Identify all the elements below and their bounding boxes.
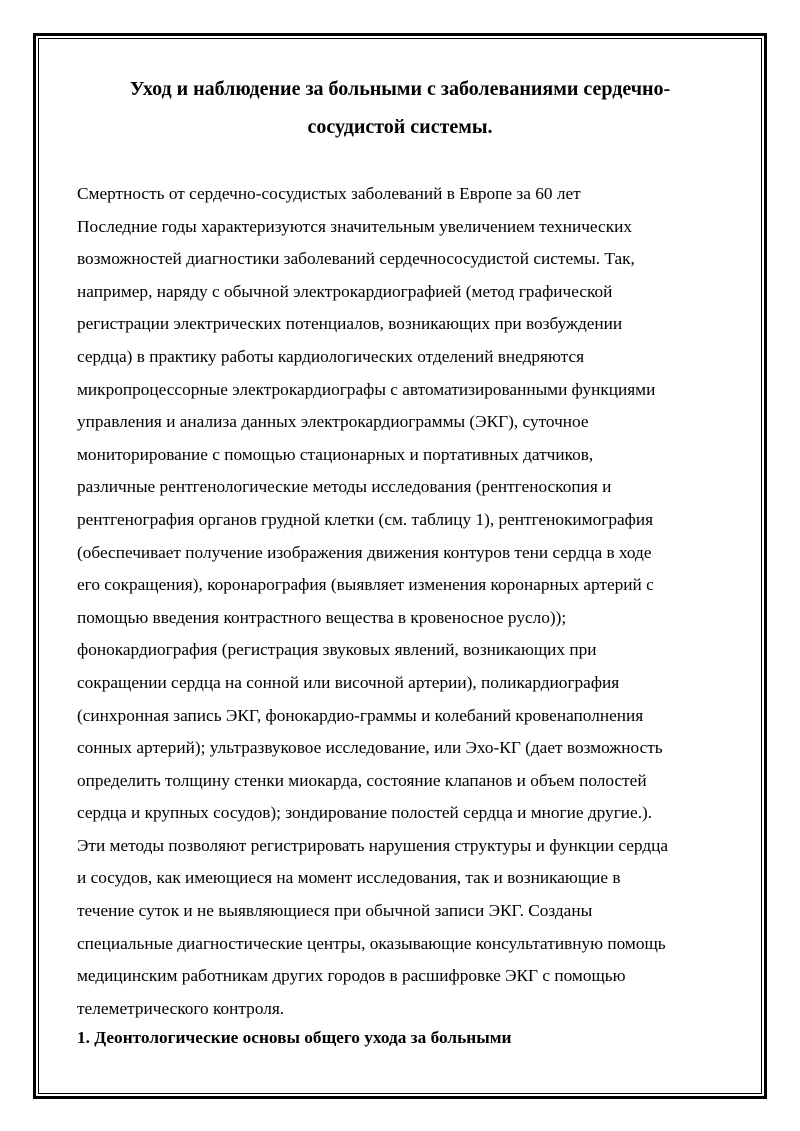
body-line: сердца) в практику работы кардиологических отделений внедряются <box>77 346 585 366</box>
body-line: определить толщину стенки миокарда, состояние клапанов и объем полостей <box>77 770 647 790</box>
body-line: фонокардиография (регистрация звуковых явлений, возникающих при <box>77 640 597 660</box>
body-line: Последние годы характеризуются значительным увеличением технических <box>77 216 632 236</box>
body-line: Эти методы позволяют регистрировать нарушения структуры и функции сердца <box>77 835 669 855</box>
body-line: и сосудов, как имеющиеся на момент исследования, так и возникающие в <box>77 868 621 888</box>
body-line: мониторирование с помощью стационарных и портативных датчиков, <box>77 444 594 464</box>
body-line: управления и анализа данных электрокардиограммы (ЭКГ), суточное <box>77 412 589 432</box>
body-line: медицинским работникам других городов в расшифровке ЭКГ с помощью <box>77 966 626 986</box>
body-line: специальные диагностические центры, оказывающие консультативную помощь <box>77 933 666 953</box>
body-line: течение суток и не выявляющиеся при обычной записи ЭКГ. Созданы <box>77 901 593 921</box>
body-line: телеметрического контроля. <box>77 998 285 1018</box>
body-line: например, наряду с обычной электрокардиографией (метод графической <box>77 281 613 301</box>
body-line: помощью введения контрастного вещества в кровеносное русло)); <box>77 607 567 627</box>
body-line: различные рентгенологические методы исследования (рентгеноскопия и <box>77 477 612 497</box>
body-line: сердца и крупных сосудов); зондирование полостей сердца и многие другие.). <box>77 803 653 823</box>
body-line: рентгенография органов грудной клетки (см. таблицу 1), рентгенокимография <box>77 509 654 529</box>
body-line: микропроцессорные электрокардиографы с автоматизированными функциями <box>77 379 656 399</box>
section-heading: 1. Деонтологические основы общего ухода за больными <box>77 1028 512 1047</box>
body-line: сонных артерий); ультразвуковое исследование, или Эхо-КГ (дает возможность <box>77 738 663 758</box>
body-line: его сокращения), коронарография (выявляет изменения коронарных артерий с <box>77 575 654 595</box>
body-line: сокращении сердца на сонной или височной артерии), поликардиография <box>77 672 620 692</box>
body-line: возможностей диагностики заболеваний сердечнососудистой системы. Так, <box>77 249 635 269</box>
title-line: сосудистой системы. <box>307 116 493 138</box>
body-paragraph <box>77 178 725 1025</box>
body-line: регистрации электрических потенциалов, возникающих при возбуждении <box>77 314 623 334</box>
document-title <box>70 70 730 146</box>
body-line: Смертность от сердечно-сосудистых заболеваний в Европе за 60 лет <box>77 184 581 203</box>
body-line: (обеспечивает получение изображения движения контуров тени сердца в ходе <box>77 542 652 562</box>
title-line: Уход и наблюдение за больными с заболеваниями сердечно- <box>129 78 671 100</box>
body-line: (синхронная запись ЭКГ, фонокардио-граммы и колебаний кровенаполнения <box>77 705 644 725</box>
